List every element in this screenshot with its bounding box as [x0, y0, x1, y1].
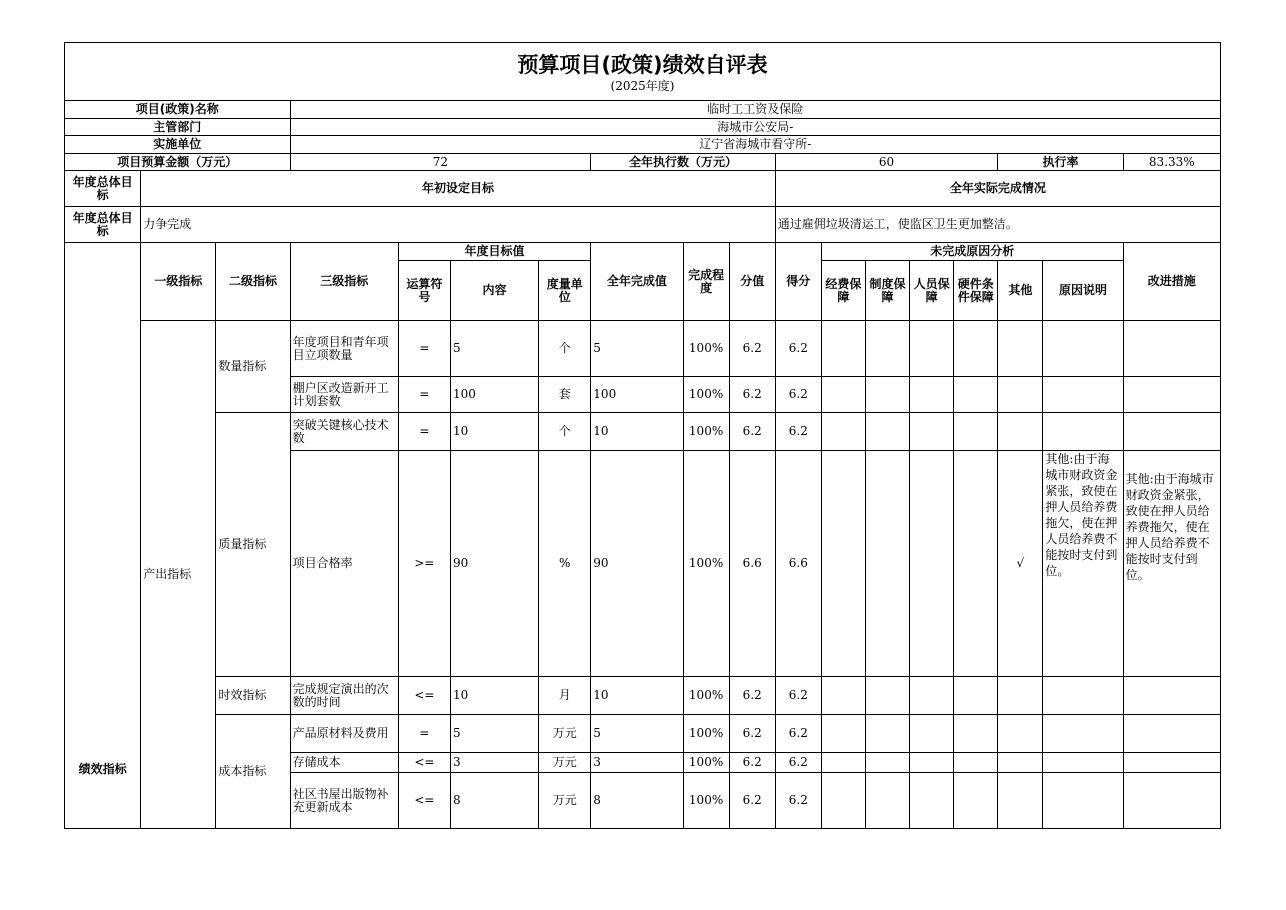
indicator-unit: 套 [539, 377, 591, 413]
reason-system-cell [865, 377, 909, 413]
level2-header: 二级指标 [216, 243, 290, 321]
reason-fund-cell [821, 773, 865, 829]
indicator-content: 10 [450, 413, 538, 451]
performance-indicator-label [65, 243, 141, 829]
indicator-score: 6.2 [775, 677, 821, 715]
improvement-cell [1123, 753, 1220, 773]
indicator-content: 100 [450, 377, 538, 413]
improvement-header: 改进措施 [1123, 243, 1220, 321]
performance-self-evaluation-table [64, 42, 1221, 829]
department-value: 海城市公安局- [290, 119, 1220, 136]
reason-other-cell [998, 677, 1043, 715]
reason-hardware-header: 硬件条件保障 [954, 261, 998, 321]
reason-fund-cell [821, 413, 865, 451]
completion-degree-header: 完成程度 [683, 243, 729, 321]
reason-staff-cell [910, 773, 954, 829]
page-title: 预算项目(政策)绩效自评表 [517, 53, 768, 77]
annual-goal-label: 年度总体目标 [65, 171, 141, 207]
reason-desc-cell [1043, 773, 1123, 829]
indicator-name: 突破关键核心技术数 [290, 413, 398, 451]
indicator-score: 6.2 [775, 715, 821, 753]
execution-rate-value: 83.33% [1123, 154, 1220, 171]
indicator-score: 6.2 [775, 321, 821, 377]
initial-goal-value: 力争完成 [141, 207, 776, 243]
executed-amount-label: 全年执行数（万元） [591, 154, 775, 171]
reason-staff-cell [910, 715, 954, 753]
reason-system-cell [865, 321, 909, 377]
reason-system-cell [865, 677, 909, 715]
indicator-score-value: 6.6 [729, 451, 775, 677]
reason-fund-cell [821, 677, 865, 715]
reason-description: 其他:由于海城市财政资金紧张，致使在押人员给养费拖欠，使在押人员给养费不能按时支付到位。 [1043, 451, 1123, 677]
reason-fund-cell [821, 715, 865, 753]
reason-analysis-header: 未完成原因分析 [821, 243, 1123, 261]
annual-goal-label: 年度总体目标 [65, 207, 141, 243]
improvement-cell [1123, 715, 1220, 753]
indicator-name: 项目合格率 [290, 451, 398, 677]
indicator-content: 10 [450, 677, 538, 715]
indicator-score-value: 6.2 [729, 377, 775, 413]
reason-staff-cell [910, 413, 954, 451]
reason-desc-cell [1043, 715, 1123, 753]
indicator-score-value: 6.2 [729, 413, 775, 451]
initial-goal-header: 年初设定目标 [141, 171, 776, 207]
indicator-score: 6.2 [775, 773, 821, 829]
indicator-unit: 个 [539, 413, 591, 451]
indicator-content: 3 [450, 753, 538, 773]
reason-fund-cell [821, 377, 865, 413]
indicator-unit: 万元 [539, 773, 591, 829]
reason-staff-header: 人员保障 [910, 261, 954, 321]
indicator-content: 5 [450, 321, 538, 377]
indicator-score-value: 6.2 [729, 677, 775, 715]
reason-hardware-cell [954, 773, 998, 829]
group-timeliness: 时效指标 [216, 677, 290, 715]
reason-staff-cell [910, 753, 954, 773]
improvement-cell [1123, 773, 1220, 829]
indicator-score: 6.2 [775, 413, 821, 451]
reason-desc-cell [1043, 753, 1123, 773]
indicator-name: 社区书屋出版物补充更新成本 [290, 773, 398, 829]
indicator-name: 完成规定演出的次数的时间 [290, 677, 398, 715]
indicator-degree: 100% [683, 377, 729, 413]
indicator-score-value: 6.2 [729, 321, 775, 377]
improvement-cell [1123, 413, 1220, 451]
indicator-score: 6.2 [775, 377, 821, 413]
reason-desc-cell [1043, 377, 1123, 413]
reason-other-cell [998, 715, 1043, 753]
annual-target-header: 年度目标值 [398, 243, 590, 261]
indicator-actual: 8 [591, 773, 683, 829]
level3-header: 三级指标 [290, 243, 398, 321]
group-quantity: 数量指标 [216, 321, 290, 413]
reason-other-cell [998, 321, 1043, 377]
indicator-content: 8 [450, 773, 538, 829]
reason-hardware-cell [954, 321, 998, 377]
indicator-degree: 100% [683, 715, 729, 753]
reason-other-cell [998, 377, 1043, 413]
indicator-unit: 月 [539, 677, 591, 715]
operator-header: 运算符号 [398, 261, 450, 321]
department-label: 主管部门 [65, 119, 291, 136]
indicator-name: 年度项目和青年项目立项数量 [290, 321, 398, 377]
indicator-score-value: 6.2 [729, 773, 775, 829]
group-output: 产出指标 [141, 321, 216, 829]
indicator-score: 6.2 [775, 753, 821, 773]
indicator-operator: = [398, 715, 450, 753]
indicator-actual: 5 [591, 321, 683, 377]
reason-desc-cell [1043, 677, 1123, 715]
reason-fund-cell [821, 753, 865, 773]
indicator-name: 棚户区改造新开工计划套数 [290, 377, 398, 413]
indicator-degree: 100% [683, 321, 729, 377]
improvement-cell [1123, 321, 1220, 377]
indicator-actual: 90 [591, 451, 683, 677]
project-name-value: 临时工工资及保险 [290, 101, 1220, 119]
reason-other-check: √ [998, 451, 1043, 677]
reason-other-cell [998, 413, 1043, 451]
improvement-measure: 其他:由于海城市财政资金紧张，致使在押人员给养费拖欠，使在押人员给养费不能按时支付到位。 [1123, 451, 1220, 677]
reason-hardware-cell [954, 715, 998, 753]
improvement-cell [1123, 677, 1220, 715]
indicator-name: 存储成本 [290, 753, 398, 773]
page-subtitle: (2025年度) [610, 79, 675, 93]
score-header: 得分 [775, 243, 821, 321]
indicator-actual: 10 [591, 677, 683, 715]
indicator-operator: <= [398, 773, 450, 829]
reason-fund-header: 经费保障 [821, 261, 865, 321]
reason-desc-cell [1043, 413, 1123, 451]
indicator-degree: 100% [683, 753, 729, 773]
reason-system-cell [865, 715, 909, 753]
reason-staff-cell [910, 677, 954, 715]
actual-completion-value: 通过雇佣垃圾清运工，使监区卫生更加整洁。 [775, 207, 1220, 243]
indicator-actual: 3 [591, 753, 683, 773]
indicator-operator: >= [398, 451, 450, 677]
indicator-score: 6.6 [775, 451, 821, 677]
content-header: 内容 [450, 261, 538, 321]
indicator-actual: 10 [591, 413, 683, 451]
indicator-unit: 个 [539, 321, 591, 377]
indicator-score-value: 6.2 [729, 753, 775, 773]
reason-fund-cell [821, 451, 865, 677]
indicator-degree: 100% [683, 773, 729, 829]
performance-indicator-text: 绩效指标 [78, 762, 127, 776]
score-value-header: 分值 [729, 243, 775, 321]
indicator-unit: 万元 [539, 715, 591, 753]
reason-staff-cell [910, 321, 954, 377]
indicator-operator: = [398, 377, 450, 413]
annual-actual-header: 全年完成值 [591, 243, 683, 321]
indicator-content: 90 [450, 451, 538, 677]
indicator-actual: 5 [591, 715, 683, 753]
indicator-degree: 100% [683, 413, 729, 451]
reason-fund-cell [821, 321, 865, 377]
reason-desc-header: 原因说明 [1043, 261, 1123, 321]
reason-hardware-cell [954, 677, 998, 715]
indicator-degree: 100% [683, 451, 729, 677]
indicator-operator: = [398, 321, 450, 377]
reason-hardware-cell [954, 753, 998, 773]
indicator-operator: <= [398, 677, 450, 715]
indicator-operator: <= [398, 753, 450, 773]
improvement-cell [1123, 377, 1220, 413]
indicator-degree: 100% [683, 677, 729, 715]
implementing-unit-label: 实施单位 [65, 136, 291, 154]
indicator-score-value: 6.2 [729, 715, 775, 753]
indicator-operator: = [398, 413, 450, 451]
reason-other-cell [998, 753, 1043, 773]
reason-other-cell [998, 773, 1043, 829]
group-quality: 质量指标 [216, 413, 290, 677]
reason-staff-cell [910, 377, 954, 413]
actual-completion-header: 全年实际完成情况 [775, 171, 1220, 207]
budget-amount-value: 72 [290, 154, 591, 171]
reason-system-cell [865, 753, 909, 773]
budget-amount-label: 项目预算金额（万元） [65, 154, 291, 171]
project-name-label: 项目(政策)名称 [65, 101, 291, 119]
reason-hardware-cell [954, 413, 998, 451]
unit-header: 度量单位 [539, 261, 591, 321]
indicator-unit: % [539, 451, 591, 677]
reason-system-cell [865, 773, 909, 829]
reason-hardware-cell [954, 451, 998, 677]
indicator-content: 5 [450, 715, 538, 753]
reason-system-cell [865, 413, 909, 451]
implementing-unit-value: 辽宁省海城市看守所- [290, 136, 1220, 154]
indicator-name: 产品原材料及费用 [290, 715, 398, 753]
reason-other-header: 其他 [998, 261, 1043, 321]
indicator-actual: 100 [591, 377, 683, 413]
reason-staff-cell [910, 451, 954, 677]
reason-system-cell [865, 451, 909, 677]
group-cost: 成本指标 [216, 715, 290, 829]
indicator-unit: 万元 [539, 753, 591, 773]
title-cell [65, 43, 1221, 101]
reason-hardware-cell [954, 377, 998, 413]
reason-system-header: 制度保障 [865, 261, 909, 321]
executed-amount-value: 60 [775, 154, 998, 171]
reason-desc-cell [1043, 321, 1123, 377]
execution-rate-label: 执行率 [998, 154, 1123, 171]
level1-header: 一级指标 [141, 243, 216, 321]
